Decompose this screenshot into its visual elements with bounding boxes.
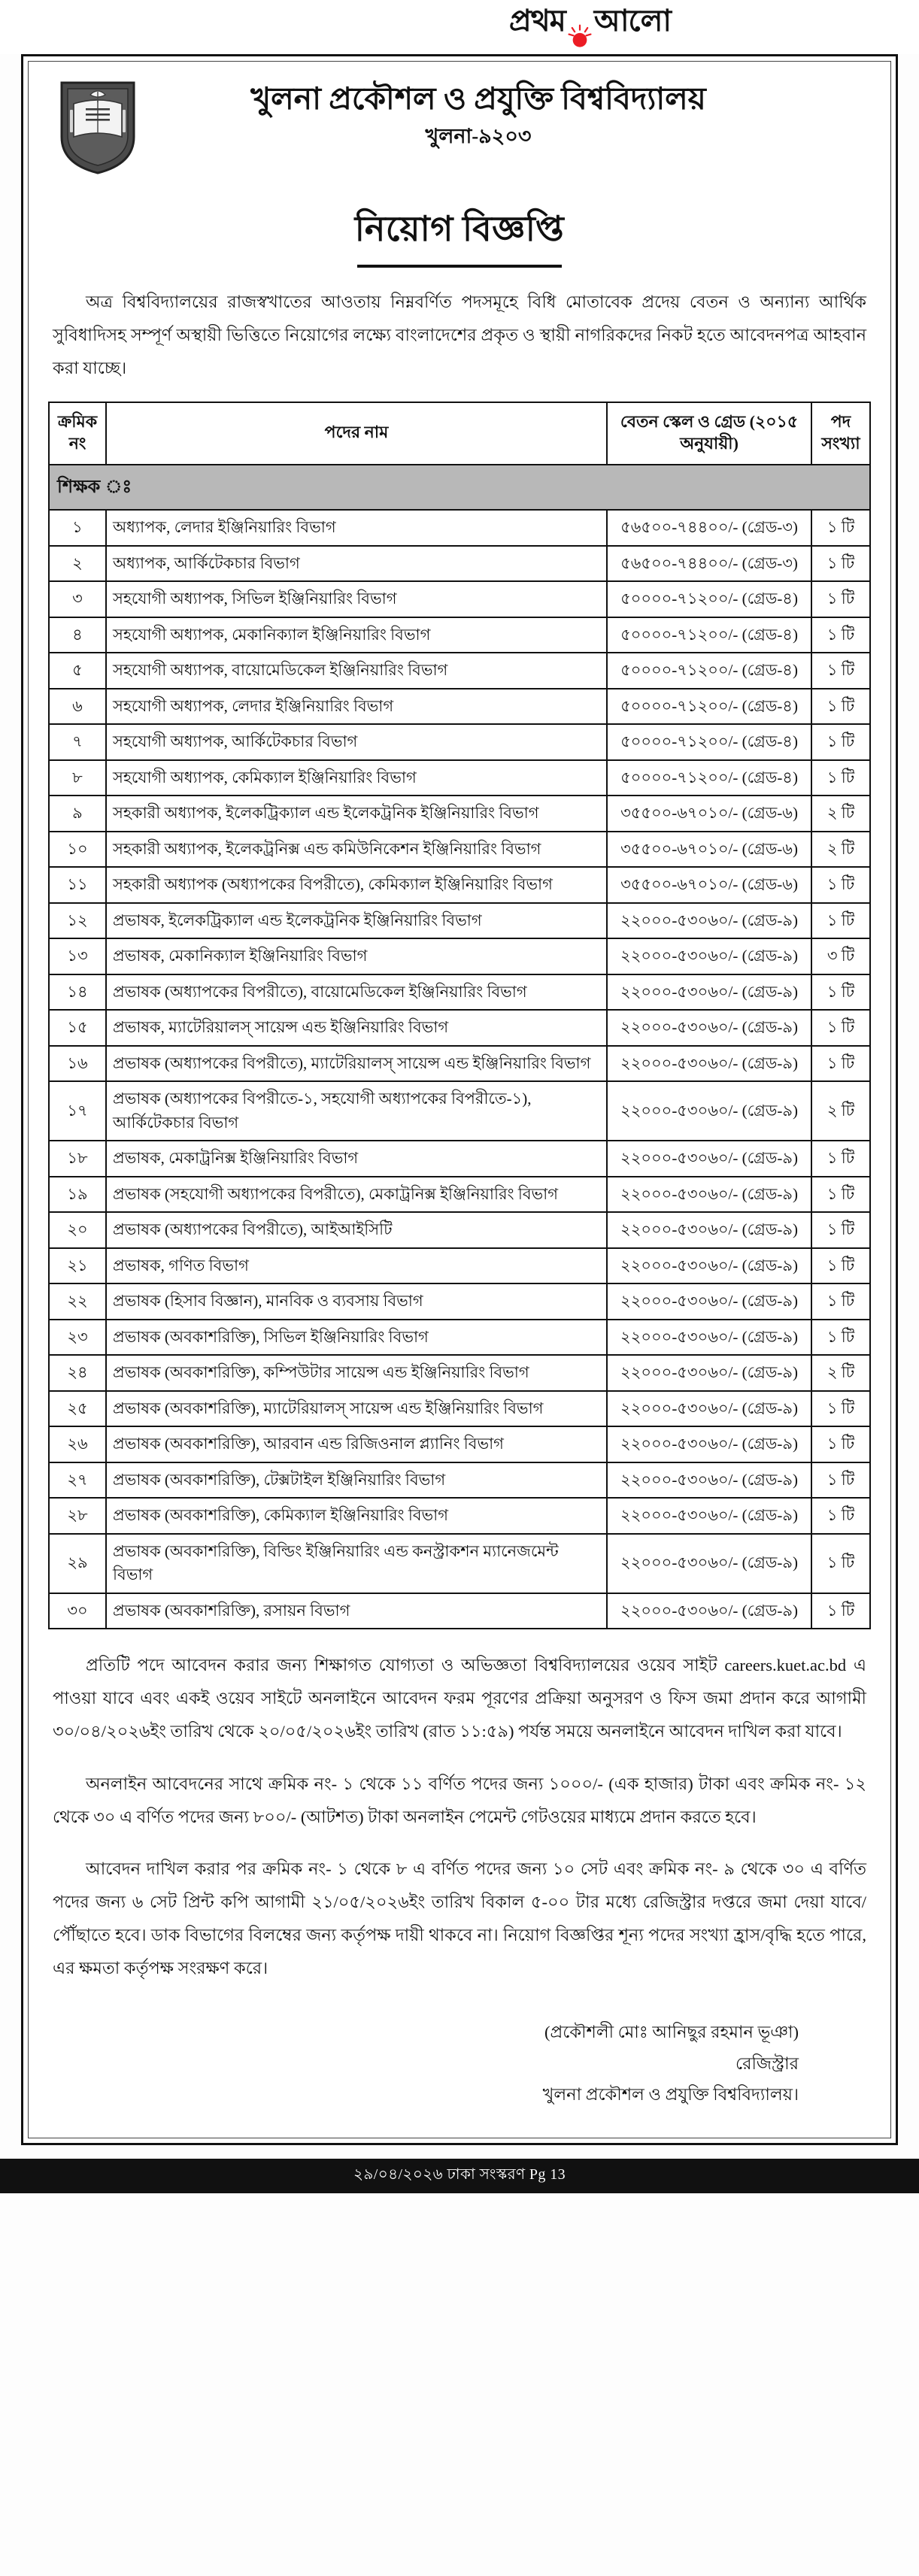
cell-pay-scale: ৩৫৫০০-৬৭০১০/- (গ্রেড-৬) bbox=[607, 832, 811, 868]
cell-post-count: ১ টি bbox=[811, 1391, 870, 1427]
cell-serial: ১১ bbox=[49, 867, 106, 903]
cell-pay-scale: ২২০০০-৫৩০৬০/- (গ্রেড-৯) bbox=[607, 1141, 811, 1177]
cell-pay-scale: ৫০০০০-৭১২০০/- (গ্রেড-৪) bbox=[607, 617, 811, 653]
signature-block bbox=[48, 2017, 799, 2111]
cell-post-count: ১ টি bbox=[811, 689, 870, 725]
cell-post-count: ২ টি bbox=[811, 1355, 870, 1391]
cell-post-count: ৩ টি bbox=[811, 938, 870, 974]
page-footer-bar bbox=[0, 2159, 919, 2193]
cell-post-name: প্রভাষক, মেকানিক্যাল ইঞ্জিনিয়ারিং বিভাগ bbox=[106, 938, 607, 974]
cell-post-count: ১ টি bbox=[811, 760, 870, 796]
cell-post-name: সহযোগী অধ্যাপক, লেদার ইঞ্জিনিয়ারিং বিভাগ bbox=[106, 689, 607, 725]
cell-pay-scale: ২২০০০-৫৩০৬০/- (গ্রেড-৯) bbox=[607, 974, 811, 1011]
cell-post-count: ১ টি bbox=[811, 1212, 870, 1248]
cell-post-count: ১ টি bbox=[811, 653, 870, 689]
table-row bbox=[49, 581, 870, 617]
instructions-paragraph-2: অনলাইন আবেদনের সাথে ক্রমিক নং- ১ থেকে ১১ বর্ণিত পদের জন্য ১০০০/- (এক হাজার) টাকা এবং ক্রমিক নং- ১২ থেকে ৩০ এ বর্ণিত পদের জন্য ৮০০/- (আটশত) টাকা অনলাইন পেমেন্ট গেটওয়ের মাধ্যমে প্রদান করতে হবে। bbox=[53, 1774, 866, 1826]
table-row bbox=[49, 796, 870, 832]
cell-post-name: সহকারী অধ্যাপক, ইলেকট্রনিক্স এন্ড কমিউনিকেশন ইঞ্জিনিয়ারিং বিভাগ bbox=[106, 832, 607, 868]
cell-serial: ৩০ bbox=[49, 1593, 106, 1629]
cell-post-name: প্রভাষক (অধ্যাপকের বিপরীতে), ম্যাটেরিয়ালস্ সায়েন্স এন্ড ইঞ্জিনিয়ারিং বিভাগ bbox=[106, 1046, 607, 1082]
table-row bbox=[49, 1391, 870, 1427]
cell-pay-scale: ৫০০০০-৭১২০০/- (গ্রেড-৪) bbox=[607, 760, 811, 796]
cell-pay-scale: ৫০০০০-৭১২০০/- (গ্রেড-৪) bbox=[607, 581, 811, 617]
cell-post-count: ১ টি bbox=[811, 510, 870, 546]
cell-pay-scale: ২২০০০-৫৩০৬০/- (গ্রেড-৯) bbox=[607, 1391, 811, 1427]
cell-serial: ২৭ bbox=[49, 1462, 106, 1499]
page-title: নিয়োগ বিজ্ঞপ্তি bbox=[354, 210, 565, 248]
university-crest-icon bbox=[57, 80, 138, 176]
cell-pay-scale: ২২০০০-৫৩০৬০/- (গ্রেড-৯) bbox=[607, 1248, 811, 1284]
cell-serial: ২০ bbox=[49, 1212, 106, 1248]
cell-serial: ২৪ bbox=[49, 1355, 106, 1391]
cell-post-count: ১ টি bbox=[811, 1283, 870, 1320]
table-row bbox=[49, 832, 870, 868]
column-header-serial: ক্রমিক নং bbox=[49, 402, 106, 465]
cell-serial: ১৫ bbox=[49, 1010, 106, 1046]
cell-pay-scale: ৫৬৫০০-৭৪৪০০/- (গ্রেড-৩) bbox=[607, 510, 811, 546]
university-address: খুলনা-৯২০৩ bbox=[425, 125, 532, 148]
cell-post-count: ১ টি bbox=[811, 546, 870, 582]
table-row bbox=[49, 724, 870, 760]
cell-post-count: ১ টি bbox=[811, 1177, 870, 1213]
cell-post-name: প্রভাষক (অধ্যাপকের বিপরীতে), আইআইসিটি bbox=[106, 1212, 607, 1248]
table-row bbox=[49, 1248, 870, 1284]
signatory-designation: রেজিস্ট্রার bbox=[735, 2053, 799, 2073]
cell-post-name: প্রভাষক (অবকাশরিক্তি), বিল্ডিং ইঞ্জিনিয়ারিং এন্ড কনস্ট্রাকশন ম্যানেজমেন্ট বিভাগ bbox=[106, 1534, 607, 1593]
cell-serial: ১ bbox=[49, 510, 106, 546]
cell-pay-scale: ২২০০০-৫৩০৬০/- (গ্রেড-৯) bbox=[607, 1426, 811, 1462]
signatory-organization: খুলনা প্রকৌশল ও প্রযুক্তি বিশ্ববিদ্যালয়। bbox=[542, 2085, 799, 2105]
cell-post-name: প্রভাষক (অধ্যাপকের বিপরীতে-১, সহযোগী অধ্যাপকের বিপরীতে-১), আর্কিটেকচার বিভাগ bbox=[106, 1081, 607, 1141]
intro-paragraph: অত্র বিশ্ববিদ্যালয়ের রাজস্বখাতের আওতায় নিম্নবর্ণিত পদসমূহে বিধি মোতাবেক প্রদেয় বেতন ও অন্যান্য আর্থিক সুবিধাদিসহ সম্পূর্ণ অস্থায়ী ভিত্তিতে নিয়োগের লক্ষ্যে বাংলাদেশের প্রকৃত ও স্থায়ী নাগরিকদের নিকট হতে আবেদনপত্র আহবান করা যাচ্ছে। bbox=[53, 292, 866, 377]
cell-pay-scale: ২২০০০-৫৩০৬০/- (গ্রেড-৯) bbox=[607, 1320, 811, 1356]
university-header bbox=[48, 75, 871, 176]
vacancy-table bbox=[48, 402, 871, 1629]
cell-post-count: ২ টি bbox=[811, 796, 870, 832]
cell-serial: ১৯ bbox=[49, 1177, 106, 1213]
table-row bbox=[49, 974, 870, 1011]
section-label-teacher: শিক্ষক ঃ bbox=[49, 465, 870, 510]
table-row bbox=[49, 938, 870, 974]
notice-outer-border bbox=[21, 54, 898, 2145]
table-row bbox=[49, 1462, 870, 1499]
cell-pay-scale: ৫০০০০-৭১২০০/- (গ্রেড-৪) bbox=[607, 653, 811, 689]
cell-post-count: ১ টি bbox=[811, 1248, 870, 1284]
cell-pay-scale: ২২০০০-৫৩০৬০/- (গ্রেড-৯) bbox=[607, 1046, 811, 1082]
brand-text-right: আলো bbox=[593, 4, 671, 38]
cell-post-name: প্রভাষক (অবকাশরিক্তি), সিভিল ইঞ্জিনিয়ারিং বিভাগ bbox=[106, 1320, 607, 1356]
table-row bbox=[49, 1081, 870, 1141]
cell-post-name: প্রভাষক, মেকাট্রনিক্স ইঞ্জিনিয়ারিং বিভাগ bbox=[106, 1141, 607, 1177]
table-row bbox=[49, 689, 870, 725]
cell-serial: ৬ bbox=[49, 689, 106, 725]
cell-post-count: ১ টি bbox=[811, 581, 870, 617]
cell-pay-scale: ৩৫৫০০-৬৭০১০/- (গ্রেড-৬) bbox=[607, 796, 811, 832]
cell-serial: ৭ bbox=[49, 724, 106, 760]
table-row bbox=[49, 1212, 870, 1248]
cell-serial: ৪ bbox=[49, 617, 106, 653]
instructions-paragraph-1: প্রতিটি পদে আবেদন করার জন্য শিক্ষাগত যোগ্যতা ও অভিজ্ঞতা বিশ্ববিদ্যালয়ের ওয়েব সাইট careers.kuet.ac.bd এ পাওয়া যাবে এবং একই ওয়েব সাইটে অনলাইনে আবেদন ফরম পূরণের প্রক্রিয়া অনুসরণ ও ফিস জমা প্রদান করে আগামী ৩০/০৪/২০২৬ইং তারিখ থেকে ২০/০৫/২০২৬ইং তারিখ (রাত ১১:৫৯) পর্যন্ত সময়ে অনলাইনে আবেদন দাখিল করা যাবে। bbox=[53, 1656, 866, 1741]
column-header-pay-scale: বেতন স্কেল ও গ্রেড (২০১৫ অনুযায়ী) bbox=[607, 402, 811, 465]
table-row bbox=[49, 1593, 870, 1629]
table-row bbox=[49, 1426, 870, 1462]
prothom-alo-logo bbox=[509, 6, 671, 36]
table-row bbox=[49, 546, 870, 582]
cell-post-count: ১ টি bbox=[811, 1462, 870, 1499]
cell-post-count: ১ টি bbox=[811, 1141, 870, 1177]
cell-pay-scale: ২২০০০-৫৩০৬০/- (গ্রেড-৯) bbox=[607, 1283, 811, 1320]
cell-serial: ২৩ bbox=[49, 1320, 106, 1356]
cell-serial: ৮ bbox=[49, 760, 106, 796]
table-row bbox=[49, 903, 870, 939]
title-underline bbox=[357, 265, 562, 268]
cell-post-name: প্রভাষক, ম্যাটেরিয়ালস্ সায়েন্স এন্ড ইঞ্জিনিয়ারিং বিভাগ bbox=[106, 1010, 607, 1046]
brand-text-left: প্রথম bbox=[508, 4, 566, 38]
table-row bbox=[49, 1498, 870, 1534]
cell-post-name: অধ্যাপক, লেদার ইঞ্জিনিয়ারিং বিভাগ bbox=[106, 510, 607, 546]
cell-post-name: প্রভাষক, গণিত বিভাগ bbox=[106, 1248, 607, 1284]
cell-serial: ১৬ bbox=[49, 1046, 106, 1082]
cell-post-count: ১ টি bbox=[811, 1046, 870, 1082]
table-row bbox=[49, 1534, 870, 1593]
cell-pay-scale: ৩৫৫০০-৬৭০১০/- (গ্রেড-৬) bbox=[607, 867, 811, 903]
cell-serial: ১৭ bbox=[49, 1081, 106, 1141]
notice-inner-border bbox=[28, 61, 891, 2138]
cell-post-name: প্রভাষক (অবকাশরিক্তি), আরবান এন্ড রিজিওনাল প্ল্যানিং বিভাগ bbox=[106, 1426, 607, 1462]
table-row bbox=[49, 1141, 870, 1177]
cell-post-name: অধ্যাপক, আর্কিটেকচার বিভাগ bbox=[106, 546, 607, 582]
cell-post-name: প্রভাষক (হিসাব বিজ্ঞান), মানবিক ও ব্যবসায় বিভাগ bbox=[106, 1283, 607, 1320]
cell-post-name: সহযোগী অধ্যাপক, সিভিল ইঞ্জিনিয়ারিং বিভাগ bbox=[106, 581, 607, 617]
cell-post-count: ১ টি bbox=[811, 1498, 870, 1534]
cell-pay-scale: ৫৬৫০০-৭৪৪০০/- (গ্রেড-৩) bbox=[607, 546, 811, 582]
cell-serial: ২৬ bbox=[49, 1426, 106, 1462]
cell-pay-scale: ২২০০০-৫৩০৬০/- (গ্রেড-৯) bbox=[607, 1177, 811, 1213]
table-row bbox=[49, 1283, 870, 1320]
vacancy-table-body bbox=[49, 465, 870, 1629]
table-row bbox=[49, 510, 870, 546]
cell-serial: ১৮ bbox=[49, 1141, 106, 1177]
cell-post-name: প্রভাষক, ইলেকট্রিক্যাল এন্ড ইলেকট্রনিক ইঞ্জিনিয়ারিং বিভাগ bbox=[106, 903, 607, 939]
cell-serial: ১৪ bbox=[49, 974, 106, 1011]
cell-post-name: সহকারী অধ্যাপক (অধ্যাপকের বিপরীতে), কেমিক্যাল ইঞ্জিনিয়ারিং বিভাগ bbox=[106, 867, 607, 903]
cell-post-name: প্রভাষক (অবকাশরিক্তি), কেমিক্যাল ইঞ্জিনিয়ারিং বিভাগ bbox=[106, 1498, 607, 1534]
cell-post-name: প্রভাষক (অবকাশরিক্তি), কম্পিউটার সায়েন্স এন্ড ইঞ্জিনিয়ারিং বিভাগ bbox=[106, 1355, 607, 1391]
cell-post-count: ২ টি bbox=[811, 1081, 870, 1141]
cell-serial: ২১ bbox=[49, 1248, 106, 1284]
cell-post-name: প্রভাষক (অধ্যাপকের বিপরীতে), বায়োমেডিকেল ইঞ্জিনিয়ারিং বিভাগ bbox=[106, 974, 607, 1011]
cell-post-count: ১ টি bbox=[811, 1593, 870, 1629]
instructions-paragraph-3: আবেদন দাখিল করার পর ক্রমিক নং- ১ থেকে ৮ এ বর্ণিত পদের জন্য ১০ সেট এবং ক্রমিক নং- ৯ থেকে ৩০ এ বর্ণিত পদের জন্য ৬ সেট প্রিন্ট কপি আগামী ২১/০৫/২০২৬ইং তারিখ বিকাল ৫-০০ টার মধ্যে রেজিস্ট্রার দপ্তরে জমা দেয়া যাবে/পৌঁছাতে হবে। ডাক বিভাগের বিলম্বের জন্য কর্তৃপক্ষ দায়ী থাকবে না। নিয়োগ বিজ্ঞপ্তির শূন্য পদের সংখ্যা হ্রাস/বৃদ্ধি হতে পারে, এর ক্ষমতা কর্তৃপক্ষ সংরক্ষণ করে। bbox=[53, 1859, 866, 1977]
university-name: খুলনা প্রকৌশল ও প্রযুক্তি বিশ্ববিদ্যালয় bbox=[250, 81, 706, 116]
table-row bbox=[49, 760, 870, 796]
cell-post-count: ১ টি bbox=[811, 1320, 870, 1356]
cell-pay-scale: ২২০০০-৫৩০৬০/- (গ্রেড-৯) bbox=[607, 1010, 811, 1046]
cell-post-count: ২ টি bbox=[811, 832, 870, 868]
table-header-row bbox=[49, 402, 870, 465]
cell-pay-scale: ২২০০০-৫৩০৬০/- (গ্রেড-৯) bbox=[607, 1534, 811, 1593]
cell-post-count: ১ টি bbox=[811, 617, 870, 653]
cell-post-name: প্রভাষক (অবকাশরিক্তি), ম্যাটেরিয়ালস্ সায়েন্স এন্ড ইঞ্জিনিয়ারিং বিভাগ bbox=[106, 1391, 607, 1427]
cell-post-name: সহযোগী অধ্যাপক, আর্কিটেকচার বিভাগ bbox=[106, 724, 607, 760]
cell-post-name: সহকারী অধ্যাপক, ইলেকট্রিক্যাল এন্ড ইলেকট্রনিক ইঞ্জিনিয়ারিং বিভাগ bbox=[106, 796, 607, 832]
cell-post-name: প্রভাষক (অবকাশরিক্তি), টেক্সটাইল ইঞ্জিনিয়ারিং বিভাগ bbox=[106, 1462, 607, 1499]
cell-pay-scale: ২২০০০-৫৩০৬০/- (গ্রেড-৯) bbox=[607, 1498, 811, 1534]
table-row bbox=[49, 1046, 870, 1082]
cell-serial: ২ bbox=[49, 546, 106, 582]
cell-serial: ২২ bbox=[49, 1283, 106, 1320]
cell-post-name: সহযোগী অধ্যাপক, কেমিক্যাল ইঞ্জিনিয়ারিং বিভাগ bbox=[106, 760, 607, 796]
cell-post-count: ১ টি bbox=[811, 724, 870, 760]
cell-pay-scale: ২২০০০-৫৩০৬০/- (গ্রেড-৯) bbox=[607, 1462, 811, 1499]
cell-serial: ১২ bbox=[49, 903, 106, 939]
masthead bbox=[0, 0, 919, 54]
signatory-name: (প্রকৌশলী মোঃ আনিছুর রহমান ভূঞা) bbox=[544, 2022, 799, 2041]
table-row bbox=[49, 1320, 870, 1356]
cell-pay-scale: ২২০০০-৫৩০৬০/- (গ্রেড-৯) bbox=[607, 1081, 811, 1141]
table-row bbox=[49, 867, 870, 903]
table-row bbox=[49, 653, 870, 689]
cell-pay-scale: ২২০০০-৫৩০৬০/- (গ্রেড-৯) bbox=[607, 1212, 811, 1248]
cell-serial: ২৮ bbox=[49, 1498, 106, 1534]
column-header-post-count: পদ সংখ্যা bbox=[811, 402, 870, 465]
cell-pay-scale: ২২০০০-৫৩০৬০/- (গ্রেড-৯) bbox=[607, 903, 811, 939]
cell-pay-scale: ২২০০০-৫৩০৬০/- (গ্রেড-৯) bbox=[607, 1355, 811, 1391]
cell-serial: ১০ bbox=[49, 832, 106, 868]
cell-serial: ৫ bbox=[49, 653, 106, 689]
cell-post-name: প্রভাষক (অবকাশরিক্তি), রসায়ন বিভাগ bbox=[106, 1593, 607, 1629]
cell-pay-scale: ২২০০০-৫৩০৬০/- (গ্রেড-৯) bbox=[607, 938, 811, 974]
cell-serial: ২৯ bbox=[49, 1534, 106, 1593]
footer-edition-text: ২৯/০৪/২০২৬ ঢাকা সংস্করণ Pg 13 bbox=[353, 2166, 566, 2184]
column-header-post-name: পদের নাম bbox=[106, 402, 607, 465]
cell-pay-scale: ৫০০০০-৭১২০০/- (গ্রেড-৪) bbox=[607, 724, 811, 760]
cell-serial: ১৩ bbox=[49, 938, 106, 974]
cell-post-name: সহযোগী অধ্যাপক, বায়োমেডিকেল ইঞ্জিনিয়ারিং বিভাগ bbox=[106, 653, 607, 689]
cell-post-count: ১ টি bbox=[811, 974, 870, 1011]
cell-serial: ২৫ bbox=[49, 1391, 106, 1427]
table-row bbox=[49, 1010, 870, 1046]
cell-post-count: ১ টি bbox=[811, 903, 870, 939]
cell-post-count: ১ টি bbox=[811, 1534, 870, 1593]
cell-post-name: সহযোগী অধ্যাপক, মেকানিক্যাল ইঞ্জিনিয়ারিং বিভাগ bbox=[106, 617, 607, 653]
table-row bbox=[49, 1177, 870, 1213]
cell-pay-scale: ৫০০০০-৭১২০০/- (গ্রেড-৪) bbox=[607, 689, 811, 725]
university-titles bbox=[153, 80, 871, 155]
cell-post-count: ১ টি bbox=[811, 867, 870, 903]
cell-post-count: ১ টি bbox=[811, 1426, 870, 1462]
cell-post-name: প্রভাষক (সহযোগী অধ্যাপকের বিপরীতে), মেকাট্রনিক্স ইঞ্জিনিয়ারিং বিভাগ bbox=[106, 1177, 607, 1213]
table-row bbox=[49, 617, 870, 653]
table-section-header bbox=[49, 465, 870, 510]
cell-post-count: ১ টি bbox=[811, 1010, 870, 1046]
sun-icon bbox=[567, 24, 593, 50]
table-row bbox=[49, 1355, 870, 1391]
cell-serial: ৩ bbox=[49, 581, 106, 617]
cell-pay-scale: ২২০০০-৫৩০৬০/- (গ্রেড-৯) bbox=[607, 1593, 811, 1629]
cell-serial: ৯ bbox=[49, 796, 106, 832]
